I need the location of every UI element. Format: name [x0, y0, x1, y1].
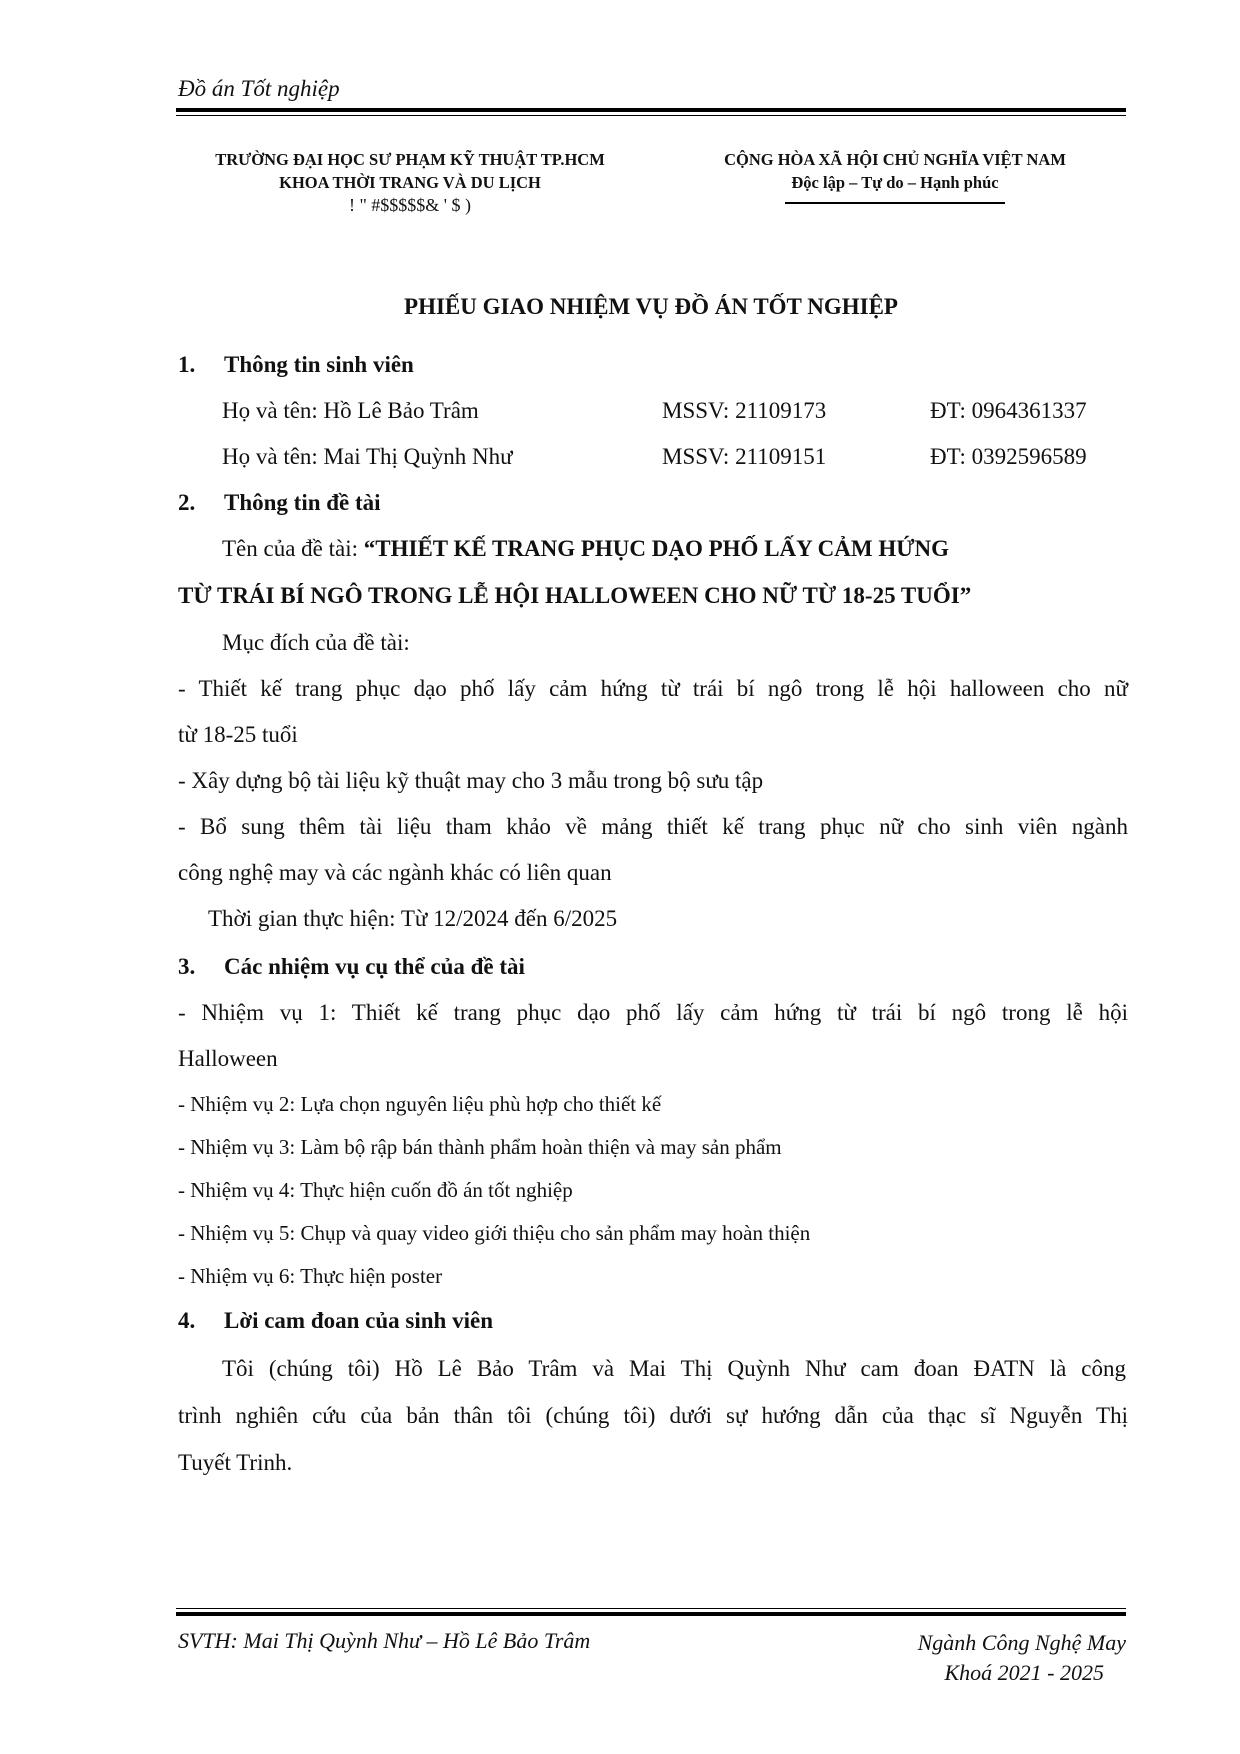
- section-number: 2.: [178, 490, 196, 515]
- republic-block: [660, 148, 1130, 204]
- footer-program: [840, 1628, 1126, 1688]
- header-rule-thick: [176, 108, 1126, 112]
- footer-cohort: Khoá 2021 - 2025: [944, 1660, 1104, 1685]
- task-5: - Nhiệm vụ 5: Chụp và quay video giới thiệu cho sản phẩm may hoàn thiện: [178, 1221, 811, 1245]
- section-title: Thông tin đề tài: [224, 490, 381, 515]
- section-1-heading: [178, 352, 414, 378]
- pledge-line-1: Tôi (chúng tôi) Hồ Lê Bảo Trâm và Mai Thị Quỳnh Như cam đoan ĐATN là công: [222, 1356, 1126, 1381]
- student-1-phone: ĐT: 0964361337: [930, 398, 1087, 423]
- task-3: - Nhiệm vụ 3: Làm bộ rập bán thành phẩm hoàn thiện và may sản phẩm: [178, 1135, 782, 1159]
- student-1-name: Họ và tên: Hồ Lê Bảo Trâm: [222, 398, 479, 423]
- task-1-line-1: - Nhiệm vụ 1: Thiết kế trang phục dạo phố lấy cảm hứng từ trái bí ngô trong lễ hội: [178, 1000, 1128, 1025]
- section-2-heading: [178, 490, 381, 516]
- task-1-line-2: Halloween: [178, 1046, 278, 1071]
- running-header-title: Đồ án Tốt nghiệp: [178, 76, 340, 101]
- task-4: - Nhiệm vụ 4: Thực hiện cuốn đồ án tốt nghiệp: [178, 1178, 573, 1202]
- pledge-line-3: Tuyết Trinh.: [178, 1450, 293, 1475]
- purpose-1-line-1: - Thiết kế trang phục dạo phố lấy cảm hứng từ trái bí ngô trong lễ hội halloween cho nữ: [178, 676, 1128, 701]
- student-2-mssv: MSSV: 21109151: [662, 444, 827, 469]
- header-rule-thin: [176, 115, 1126, 116]
- topic-title-line-1: [222, 536, 949, 562]
- document-title: PHIẾU GIAO NHIỆM VỤ ĐỒ ÁN TỐT NGHIỆP: [404, 294, 898, 319]
- section-number: 4.: [178, 1308, 196, 1333]
- section-title: Lời cam đoan của sinh viên: [224, 1308, 493, 1333]
- footer-major: Ngành Công Nghệ May: [917, 1630, 1126, 1655]
- school-name: TRƯỜNG ĐẠI HỌC SƯ PHẠM KỸ THUẬT TP.HCM: [215, 150, 605, 169]
- republic-name: CỘNG HÒA XÃ HỘI CHỦ NGHĨA VIỆT NAM: [724, 150, 1066, 169]
- republic-motto: Độc lập – Tự do – Hạnh phúc: [791, 173, 999, 192]
- section-3-heading: [178, 954, 525, 980]
- student-1-mssv: MSSV: 21109173: [662, 398, 827, 423]
- purpose-label: Mục đích của đề tài:: [222, 630, 410, 655]
- purpose-2: - Xây dựng bộ tài liệu kỹ thuật may cho 3 mẫu trong bộ sưu tập: [178, 768, 764, 793]
- student-2-name: Họ và tên: Mai Thị Quỳnh Như: [222, 444, 513, 469]
- section-4-heading: [178, 1308, 493, 1334]
- task-2: - Nhiệm vụ 2: Lựa chọn nguyên liệu phù hợp cho thiết kế: [178, 1092, 662, 1116]
- implementation-time: Thời gian thực hiện: Từ 12/2024 đến 6/2025: [208, 906, 618, 931]
- section-title: Các nhiệm vụ cụ thể của đề tài: [224, 954, 525, 979]
- student-2-phone: ĐT: 0392596589: [930, 444, 1087, 469]
- topic-title-line-2: TỪ TRÁI BÍ NGÔ TRONG LỄ HỘI HALLOWEEN CHO NỮ TỪ 18-25 TUỔI”: [178, 583, 972, 608]
- purpose-3-line-2: công nghệ may và các ngành khác có liên quan: [178, 860, 612, 885]
- topic-label: Tên của đề tài:: [222, 536, 364, 561]
- section-number: 1.: [178, 352, 196, 377]
- motto-underline: [785, 202, 1005, 204]
- pledge-line-2: trình nghiên cứu của bản thân tôi (chúng tôi) dưới sự hướng dẫn của thạc sĩ Nguyễn Thị: [178, 1403, 1128, 1428]
- institution-block: [160, 148, 660, 217]
- task-6: - Nhiệm vụ 6: Thực hiện poster: [178, 1264, 443, 1288]
- footer-rule-thick: [176, 1612, 1126, 1616]
- footer-rule-thin: [176, 1608, 1126, 1609]
- footer-authors: SVTH: Mai Thị Quỳnh Như – Hồ Lê Bảo Trâm: [178, 1628, 591, 1653]
- purpose-1-line-2: từ 18-25 tuổi: [178, 722, 298, 747]
- section-title: Thông tin sinh viên: [224, 352, 414, 377]
- garbled-line: ! " #$$$$$& ' $ ): [348, 195, 472, 215]
- topic-title-part-1: “THIẾT KẾ TRANG PHỤC DẠO PHỐ LẤY CẢM HỨNG: [363, 536, 950, 561]
- section-number: 3.: [178, 954, 196, 979]
- faculty-name: KHOA THỜI TRANG VÀ DU LỊCH: [279, 173, 541, 192]
- purpose-3-line-1: - Bổ sung thêm tài liệu tham khảo về mảng thiết kế trang phục nữ cho sinh viên ngành: [178, 814, 1128, 839]
